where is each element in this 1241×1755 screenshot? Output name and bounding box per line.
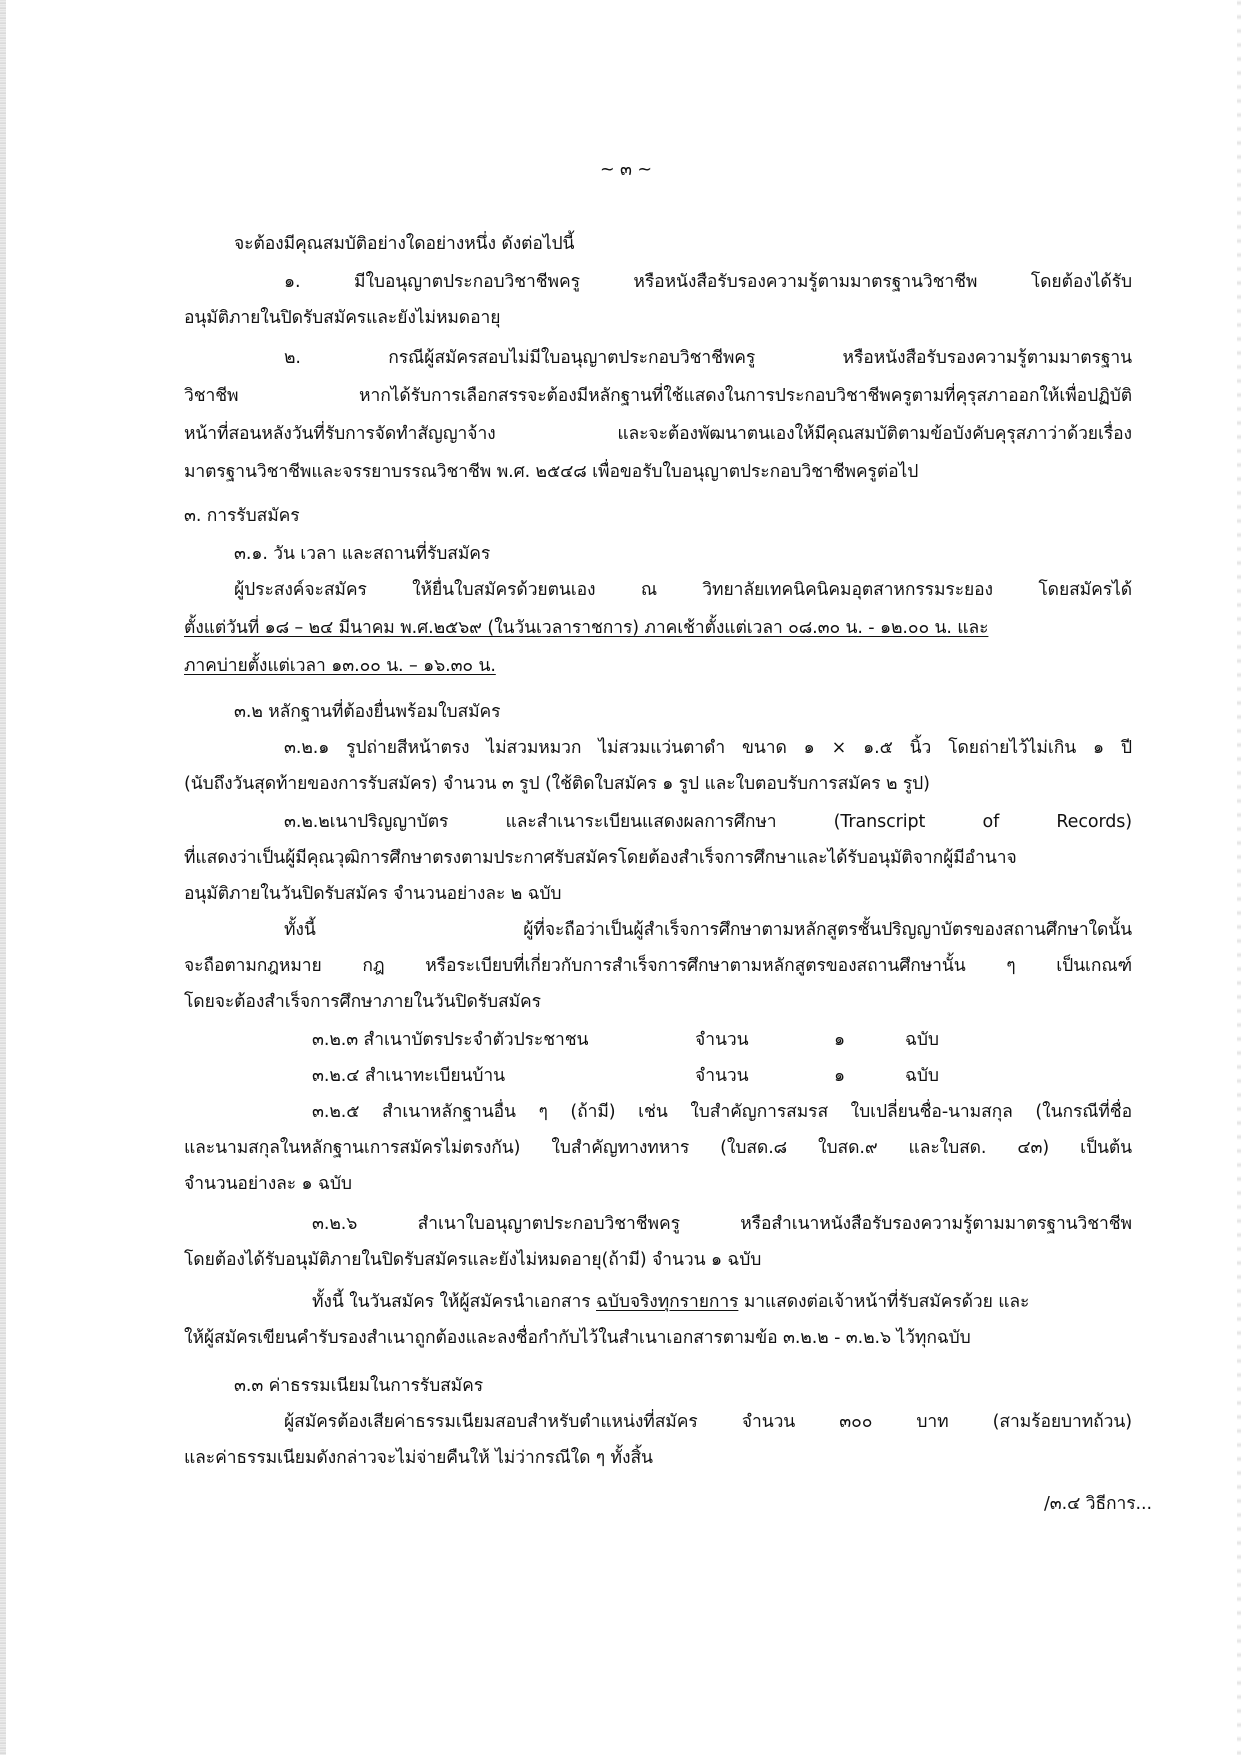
section-3-3-line2: และค่าธรรมเนียมดังกล่าวจะไม่จ่ายคืนให้ ไม่ว่ากรณีใด ๆ ทั้งสิ้น bbox=[184, 1448, 653, 1468]
reminder-line1 bbox=[312, 1290, 1029, 1314]
qualification-1-line1: ๑. มีใบอนุญาตประกอบวิชาชีพครู หรือหนังสือรับรองความรู้ตามมาตรฐานวิชาชีพ โดยต้องได้รับ bbox=[284, 272, 1132, 292]
item-3-2-4-qty-label: จำนวน bbox=[695, 1066, 749, 1086]
item-3-2-3-unit: ฉบับ bbox=[905, 1030, 939, 1050]
note-line2: จะถือตามกฎหมาย กฎ หรือระเบียบที่เกี่ยวกับการสำเร็จการศึกษาตามหลักสูตรของสถานศึกษานั้น ๆ เป็นเกณฑ์ bbox=[184, 956, 1132, 976]
item-3-2-1-line1: ๓.๒.๑ รูปถ่ายสีหน้าตรง ไม่สวมหมวก ไม่สวมแว่นตาดำ ขนาด ๑ × ๑.๕ นิ้ว โดยถ่ายไว้ไม่เกิน ๑ ปี bbox=[284, 738, 1132, 758]
item-3-2-6-line2: โดยต้องได้รับอนุมัติภายในปิดรับสมัครและยังไม่หมดอายุ(ถ้ามี) จำนวน ๑ ฉบับ bbox=[184, 1250, 762, 1270]
qualification-2-line2: วิชาชีพ หากได้รับการเลือกสรรจะต้องมีหลักฐานที่ใช้แสดงในการประกอบวิชาชีพครูตามที่คุรุสภาออกให้เพื่อปฏิบัติ bbox=[184, 386, 1132, 406]
item-3-2-2-line1: ๓.๒.๒เนาปริญญาบัตร และสำเนาระเบียนแสดงผลการศึกษา (Transcript of Records) bbox=[284, 812, 1132, 832]
item-3-2-5-line1: ๓.๒.๕ สำเนาหลักฐานอื่น ๆ (ถ้ามี) เช่น ใบสำคัญการสมรส ใบเปลี่ยนชื่อ-นามสกุล (ในกรณีที่ชื่อ bbox=[312, 1102, 1132, 1122]
reminder-pre: ทั้งนี้ ในวันสมัคร ให้ผู้สมัครนำเอกสาร bbox=[312, 1292, 596, 1312]
item-3-2-3-qty-label: จำนวน bbox=[695, 1030, 749, 1050]
qualification-1-line2: อนุมัติภายในปิดรับสมัครและยังไม่หมดอายุ bbox=[184, 308, 501, 328]
continuation-marker: /๓.๔ วิธีการ... bbox=[1044, 1494, 1152, 1514]
section-3-3-line1: ผู้สมัครต้องเสียค่าธรรมเนียมสอบสำหรับตำแหน่งที่สมัคร จำนวน ๓๐๐ บาท (สามร้อยบาทถ้วน) bbox=[284, 1412, 1132, 1432]
scan-edge-left bbox=[0, 0, 6, 1755]
note-line3: โดยจะต้องสำเร็จการศึกษาภายในวันปิดรับสมัคร bbox=[184, 992, 541, 1012]
item-3-2-3-qty: ๑ bbox=[834, 1030, 846, 1050]
item-3-2-5-line3: จำนวนอย่างละ ๑ ฉบับ bbox=[184, 1174, 352, 1194]
section-3-3-heading: ๓.๓ ค่าธรรมเนียมในการรับสมัคร bbox=[234, 1376, 483, 1396]
reminder-post: มาแสดงต่อเจ้าหน้าที่รับสมัครด้วย และ bbox=[738, 1292, 1030, 1312]
reminder-original-docs: ฉบับจริงทุกรายการ bbox=[596, 1292, 739, 1312]
item-3-2-2-line2: ที่แสดงว่าเป็นผู้มีคุณวุฒิการศึกษาตรงตามประกาศรับสมัครโดยต้องสำเร็จการศึกษาและได้รับอนุมัติจากผู้มีอำนาจ bbox=[184, 848, 1017, 868]
scan-edge-right bbox=[1237, 0, 1241, 1755]
section-3-1-line2-dates: ตั้งแต่วันที่ ๑๘ – ๒๔ มีนาคม พ.ศ.๒๕๖๙ (ในวันเวลาราชการ) ภาคเช้าตั้งแต่เวลา ๐๘.๓๐ น. - ๑๒.๐๐ น. และ bbox=[184, 618, 989, 638]
item-3-2-6-line1: ๓.๒.๖ สำเนาใบอนุญาตประกอบวิชาชีพครู หรือสำเนาหนังสือรับรองความรู้ตามมาตรฐานวิชาชีพ bbox=[312, 1214, 1132, 1234]
item-3-2-1-line2: (นับถึงวันสุดท้ายของการรับสมัคร) จำนวน ๓ รูป (ใช้ติดใบสมัคร ๑ รูป และใบตอบรับการสมัคร ๒ รูป) bbox=[184, 774, 930, 794]
reminder-line2: ให้ผู้สมัครเขียนคำรับรองสำเนาถูกต้องและลงชื่อกำกับไว้ในสำเนาเอกสารตามข้อ ๓.๒.๒ - ๓.๒.๖ ไว้ทุกฉบับ bbox=[184, 1328, 971, 1348]
section-3-1-line1: ผู้ประสงค์จะสมัคร ให้ยื่นใบสมัครด้วยตนเอง ณ วิทยาลัยเทคนิคนิคมอุตสาหกรรมระยอง โดยสมัครได้ bbox=[234, 580, 1132, 600]
section-3-heading: ๓. การรับสมัคร bbox=[184, 506, 300, 526]
section-3-1-line3-afternoon: ภาคบ่ายตั้งแต่เวลา ๑๓.๐๐ น. – ๑๖.๓๐ น. bbox=[184, 656, 496, 676]
qualification-2-line1: ๒. กรณีผู้สมัครสอบไม่มีใบอนุญาตประกอบวิชาชีพครู หรือหนังสือรับรองความรู้ตามมาตรฐาน bbox=[284, 348, 1132, 368]
item-3-2-3-label: ๓.๒.๓ สำเนาบัตรประจำตัวประชาชน bbox=[312, 1030, 589, 1050]
item-3-2-2-line3: อนุมัติภายในวันปิดรับสมัคร จำนวนอย่างละ ๒ ฉบับ bbox=[184, 884, 562, 904]
intro-text: จะต้องมีคุณสมบัติอย่างใดอย่างหนึ่ง ดังต่อไปนี้ bbox=[234, 234, 575, 254]
item-3-2-5-line2: และนามสกุลในหลักฐานเการสมัครไม่ตรงกัน) ใบสำคัญทางทหาร (ใบสด.๘ ใบสด.๙ และใบสด. ๔๓) เป็นต้น bbox=[184, 1138, 1132, 1158]
section-3-1-heading: ๓.๑. วัน เวลา และสถานที่รับสมัคร bbox=[234, 544, 491, 564]
item-3-2-4-unit: ฉบับ bbox=[905, 1066, 939, 1086]
page-number: ~ ๓ ~ bbox=[600, 160, 652, 180]
item-3-2-4-label: ๓.๒.๔ สำเนาทะเบียนบ้าน bbox=[312, 1066, 505, 1086]
note-line1: ทั้งนี้ ผู้ที่จะถือว่าเป็นผู้สำเร็จการศึกษาตามหลักสูตรชั้นปริญญาบัตรของสถานศึกษาใดนั้น bbox=[284, 920, 1132, 940]
qualification-2-line3: หน้าที่สอนหลังวันที่รับการจัดทำสัญญาจ้าง และจะต้องพัฒนาตนเองให้มีคุณสมบัติตามข้อบังคับคุรุสภาว่าด้วยเรื่อง bbox=[184, 424, 1132, 444]
item-3-2-4-qty: ๑ bbox=[834, 1066, 846, 1086]
qualification-2-line4: มาตรฐานวิชาชีพและจรรยาบรรณวิชาชีพ พ.ศ. ๒๕๔๘ เพื่อขอรับใบอนุญาตประกอบวิชาชีพครูต่อไป bbox=[184, 462, 919, 482]
section-3-2-heading: ๓.๒ หลักฐานที่ต้องยื่นพร้อมใบสมัคร bbox=[234, 702, 501, 722]
